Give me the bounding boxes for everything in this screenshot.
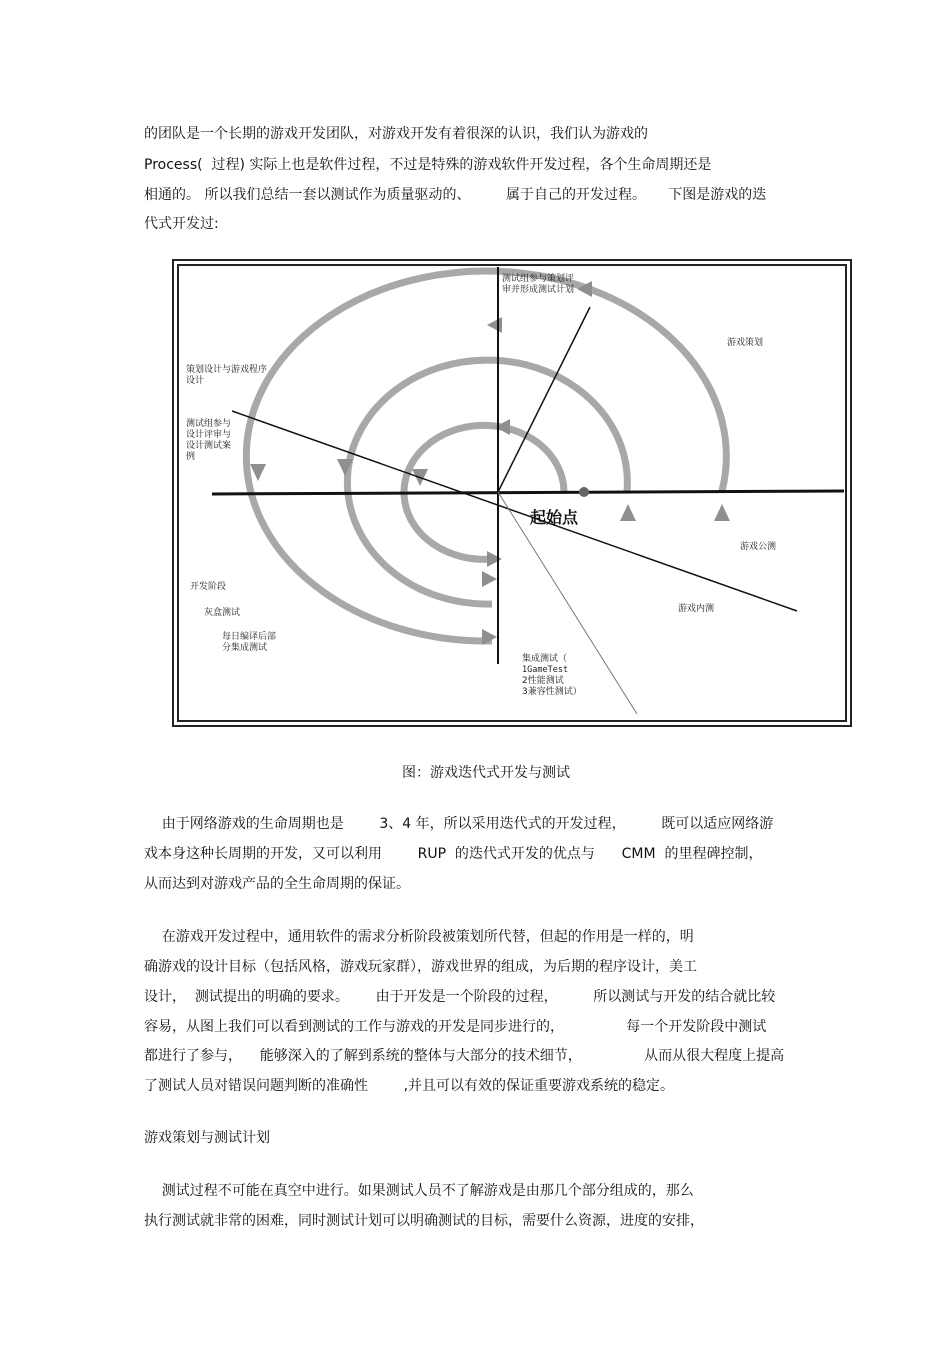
start-dot <box>579 487 589 497</box>
para1-line-1: 由于网络游戏的生命周期也是 3、4 年，所以采用迭代式的开发过程， 既可以适应网络游 <box>144 816 774 832</box>
label-design-2: 设计 <box>186 376 205 386</box>
intro-line-1: 的团队是一个长期的游戏开发团队，对游戏开发有着很深的认识，我们认为游戏的 <box>144 126 648 142</box>
label-review-1: 测试组参与策划评 <box>502 274 575 284</box>
para2-line-2: 确游戏的设计目标（包括风格，游戏玩家群），游戏世界的组成，为后期的程序设计，美工 <box>144 959 697 975</box>
label-test-design-4: 例 <box>186 452 196 462</box>
label-integration-2: 1GameTest <box>522 665 569 675</box>
label-integration-1: 集成测试（ <box>522 654 568 664</box>
label-test-design-1: 测试组参与 <box>186 419 232 429</box>
label-game-plan: 游戏策划 <box>727 338 764 348</box>
intro-line-4: 代式开发过: <box>144 216 219 232</box>
spiral-diagram <box>172 259 852 727</box>
iterative-dev-figure <box>172 259 852 727</box>
label-test-design-2: 设计评审与 <box>186 430 232 440</box>
para1-line-2: 戏本身这种长周期的开发，又可以利用 RUP 的迭代式开发的优点与 CMM 的里程碑控制， <box>144 846 763 862</box>
label-integration-4: 3兼容性测试） <box>522 687 582 697</box>
para2-line-5: 都进行了参与， 能够深入的了解到系统的整体与大部分的技术细节， 从而从很大程度上提高 <box>144 1048 785 1064</box>
label-start-point: 起始点 <box>530 508 579 527</box>
para2-line-1: 在游戏开发过程中，通用软件的需求分析阶段被策划所代替，但起的作用是一样的，明 <box>144 929 694 945</box>
label-integration-3: 2性能测试 <box>522 676 564 686</box>
figure-caption: 图：游戏迭代式开发与测试 <box>402 765 570 781</box>
label-daily-build-2: 分集成测试 <box>222 643 268 653</box>
para1-line-3: 从而达到对游戏产品的全生命周期的保证。 <box>144 876 410 892</box>
para2-line-4: 容易，从图上我们可以看到测试的工作与游戏的开发是同步进行的， 每一个开发阶段中测试 <box>144 1019 767 1035</box>
para3-line-1: 测试过程不可能在真空中进行。如果测试人员不了解游戏是由那几个部分组成的，那么 <box>144 1183 694 1199</box>
label-internal-test: 游戏内测 <box>678 604 715 614</box>
para3-line-2: 执行测试就非常的困难，同时测试计划可以明确测试的目标，需要什么资源，进度的安排， <box>144 1213 704 1229</box>
intro-line-3: 相通的。 所以我们总结一套以测试作为质量驱动的、 属于自己的开发过程。 下图是游戏的迭 <box>144 187 767 203</box>
label-daily-build-1: 每日编译后部 <box>222 632 277 642</box>
label-dev-stage: 开发阶段 <box>190 582 227 592</box>
label-graybox: 灰盒测试 <box>204 608 241 618</box>
section-title: 游戏策划与测试计划 <box>144 1130 270 1146</box>
para2-line-6: 了测试人员对错误问题判断的准确性 ,并且可以有效的保证重要游戏系统的稳定。 <box>144 1078 675 1094</box>
para2-line-3: 设计， 测试提出的明确的要求。 由于开发是一个阶段的过程， 所以测试与开发的结合就比较 <box>144 989 776 1005</box>
label-design-1: 策划设计与游戏程序 <box>186 365 268 375</box>
label-review-2: 审并形成测试计划 <box>502 285 575 295</box>
intro-line-2: Process( 过程) 实际上也是软件过程，不过是特殊的游戏软件开发过程，各个生命周期还是 <box>144 157 712 173</box>
label-test-design-3: 设计测试案 <box>186 441 232 451</box>
label-public-test: 游戏公测 <box>740 542 777 552</box>
